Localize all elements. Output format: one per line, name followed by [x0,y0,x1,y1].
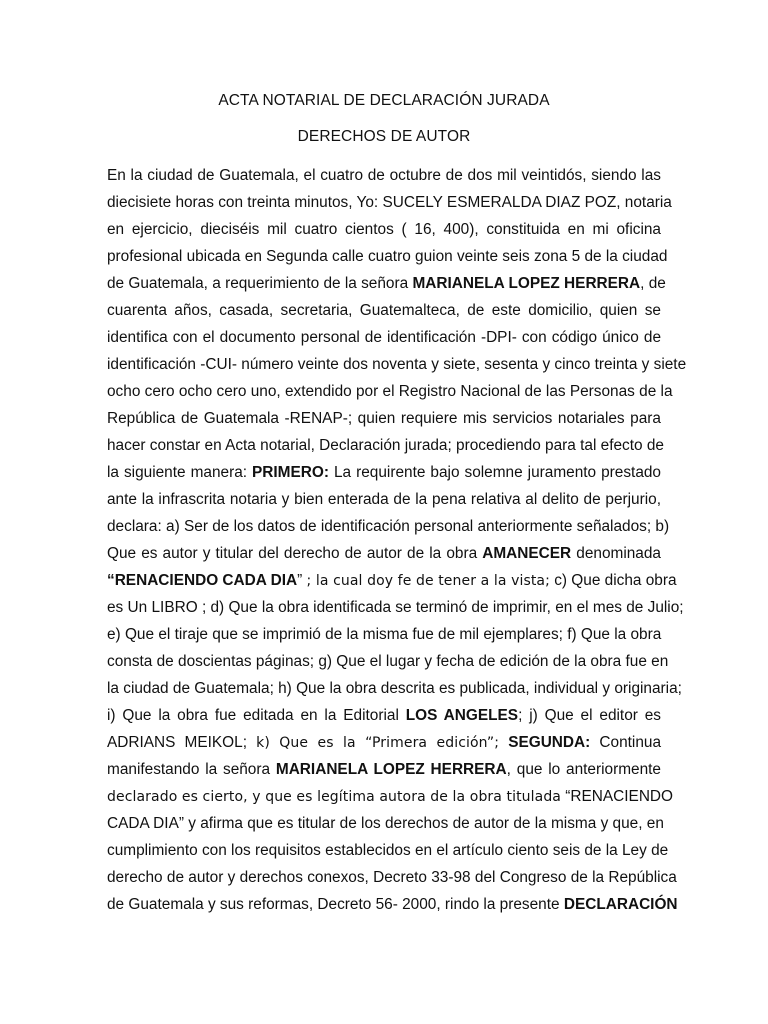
bold-text: LOS ANGELES [405,707,519,724]
paragraph-line [107,405,661,432]
text-run: ” [297,572,307,589]
text-run: profesional ubicada en Segunda calle cuatro guion veinte seis zona 5 de la ciudad [107,248,668,265]
paragraph-line [107,729,661,756]
text-run: República de Guatemala -RENAP-; quien requiere mis servicios notariales para [107,410,661,427]
text-run: manifestando la señora [107,761,276,778]
text-run: , que lo anteriormente [506,761,661,778]
text-run: de Guatemala y sus reformas, Decreto 56- 2000, rindo la presente [107,896,564,913]
text-run: , de [640,275,666,292]
paragraph-line [107,351,687,378]
alt-font-text: declarado es cierto, y que es legítima autora de la obra titulada [107,789,561,805]
text-run: ; j) Que el editor es [518,707,661,724]
paragraph-line [107,648,669,675]
paragraph-line [107,540,661,567]
document-subtitle: DERECHOS DE AUTOR [297,128,471,145]
paragraph-line [107,621,661,648]
text-run: ocho cero ocho cero uno, extendido por el Registro Nacional de las Personas de la [107,383,673,400]
text-run [499,734,508,751]
text-run: cumplimiento con los requisitos establecidos en el artículo ciento seis de la Ley de [107,842,669,859]
text-run: En la ciudad de Guatemala, el cuatro de octubre de dos mil veintidós, siendo las [107,167,661,184]
text-run: Que es autor y titular del derecho de autor de la obra [107,545,483,562]
text-run: identifica con el documento personal de identificación -DPI- con código único de [107,329,661,346]
paragraph-line [107,594,684,621]
text-run: CADA DIA” y afirma que es titular de los derechos de autor de la misma y que, en [107,815,664,832]
paragraph-line [107,243,668,270]
paragraph-line [107,162,661,189]
text-run: la siguiente manera: [107,464,253,481]
paragraph-line [107,837,669,864]
text-run: ante la infrascrita notaria y bien enterada de la pena relativa al delito de perjurio, [107,491,661,508]
paragraph-line [107,810,664,837]
text-run: declara: a) Ser de los datos de identificación personal anteriormente señalados; b) [107,518,670,535]
paragraph-line [107,270,666,297]
text-run: en ejercicio, dieciséis mil cuatro cientos ( 16, 400), constituida en mi oficina [107,221,661,238]
text-run: identificación -CUI- número veinte dos noventa y siete, sesenta y cinco treinta y siete [107,356,687,373]
text-run: cuarenta años, casada, secretaria, Guatemalteca, de este domicilio, quien se [107,302,661,319]
paragraph-line [107,783,674,810]
paragraph-line [107,702,661,729]
paragraph-line [107,486,661,513]
text-run: i) Que la obra fue editada en la Editorial [107,707,406,724]
paragraph-line [107,432,664,459]
paragraph-line [107,324,661,351]
text-run: c) Que dicha obra [549,572,677,589]
document-body [107,162,687,918]
paragraph-line [107,459,661,486]
bold-text: AMANECER [482,545,572,562]
text-run: La requirente bajo solemne juramento prestado [329,464,661,481]
text-run: consta de doscientas páginas; g) Que el lugar y fecha de edición de la obra fue en [107,653,669,670]
text-run: “RENACIENDO [561,788,674,805]
alt-font-text: k) Que es la “Primera edición”; [256,735,500,751]
text-run: derecho de autor y derechos conexos, Decreto 33-98 del Congreso de la República [107,869,677,886]
paragraph-line [107,891,678,918]
text-run: e) Que el tiraje que se imprimió de la misma fue de mil ejemplares; f) Que la obra [107,626,662,643]
bold-text: MARIANELA LOPEZ HERRERA [275,761,507,778]
text-run: diecisiete horas con treinta minutos, Yo: SUCELY ESMERALDA DIAZ POZ, notaria [107,194,672,211]
text-run: ADRIANS MEIKOL; [107,734,257,751]
paragraph-line [107,189,672,216]
paragraph-line [107,675,682,702]
text-run: es Un LIBRO ; d) Que la obra identificada se terminó de imprimir, en el mes de Julio; [107,599,684,616]
paragraph-line [107,864,677,891]
paragraph-line [107,378,673,405]
text-run: de Guatemala, a requerimiento de la señora [107,275,413,292]
bold-text: PRIMERO: [252,464,329,481]
bold-text: MARIANELA LOPEZ HERRERA [412,275,641,292]
alt-font-text: ; la cual doy fe de tener a la vista; [306,573,550,589]
document-title: ACTA NOTARIAL DE DECLARACIÓN JURADA [218,92,550,109]
paragraph-line [107,513,670,540]
paragraph-line [107,756,661,783]
paragraph-line [107,216,661,243]
paragraph-line [107,297,661,324]
text-run: denominada [571,545,661,562]
bold-text: “RENACIENDO CADA DIA [107,572,298,589]
bold-text: SEGUNDA: [508,734,591,751]
text-run: hacer constar en Acta notarial, Declaración jurada; procediendo para tal efecto de [107,437,664,454]
text-run: Continua [590,734,662,751]
paragraph-line [107,567,677,594]
text-run: la ciudad de Guatemala; h) Que la obra descrita es publicada, individual y originaria; [107,680,682,697]
bold-text: DECLARACIÓN [563,896,678,913]
